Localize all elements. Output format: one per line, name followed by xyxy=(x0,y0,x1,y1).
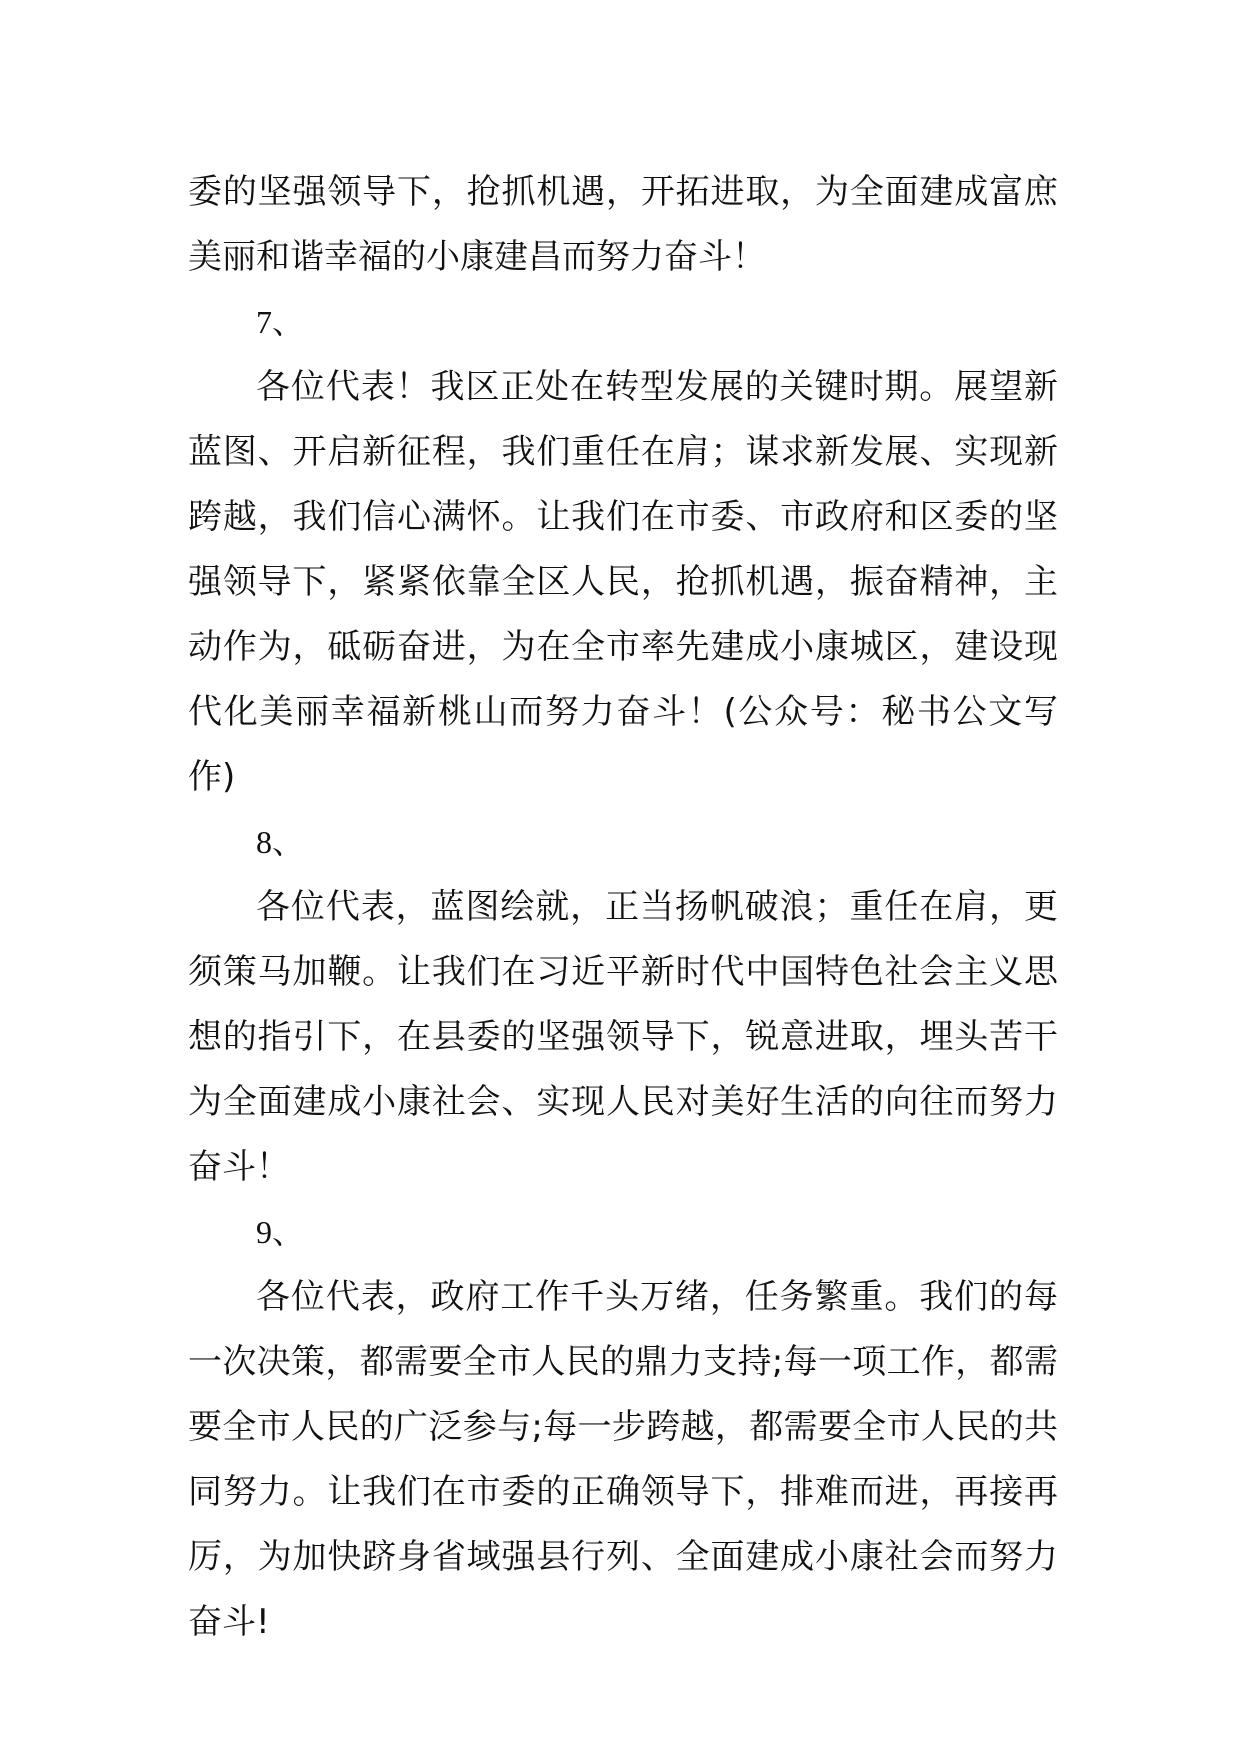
paragraph-continued: 委的坚强领导下，抢抓机遇，开拓进取，为全面建成富庶美丽和谐幸福的小康建昌而努力奋斗！ xyxy=(188,172,1058,277)
paragraph-9: 各位代表，政府工作千头万绪，任务繁重。我们的每一次决策，都需要全市人民的鼎力支持;每一项工作，都需要全市人民的广泛参与;每一步跨越，都需要全市人民的共同努力。让我们在市委的正确领导下，排难而进，再接再厉，为加快跻身省域强县行列、全面建成小康社会而努力奋斗! xyxy=(188,1277,1059,1642)
paragraph-7: 各位代表！我区正处在转型发展的关键时期。展望新蓝图、开启新征程，我们重任在肩；谋求新发展、实现新跨越，我们信心满怀。让我们在市委、市政府和区委的坚强领导下，紧紧依靠全区人民，抢抓机遇，振奋精神，主动作为，砥砺奋进，为在全市率先建成小康城区，建设现代化美丽幸福新桃山而努力奋斗！(公众号：秘书公文写作) xyxy=(188,367,1058,797)
item-number-8: 8、 xyxy=(256,824,305,860)
item-number-9: 9、 xyxy=(256,1214,305,1250)
item-number-7: 7、 xyxy=(256,304,305,340)
document-body xyxy=(188,160,1058,1655)
paragraph-8: 各位代表，蓝图绘就，正当扬帆破浪；重任在肩，更须策马加鞭。让我们在习近平新时代中国特色社会主义思想的指引下，在县委的坚强领导下，锐意进取，埋头苦干为全面建成小康社会、实现人民对美好生活的向往而努力奋斗！ xyxy=(188,887,1058,1187)
